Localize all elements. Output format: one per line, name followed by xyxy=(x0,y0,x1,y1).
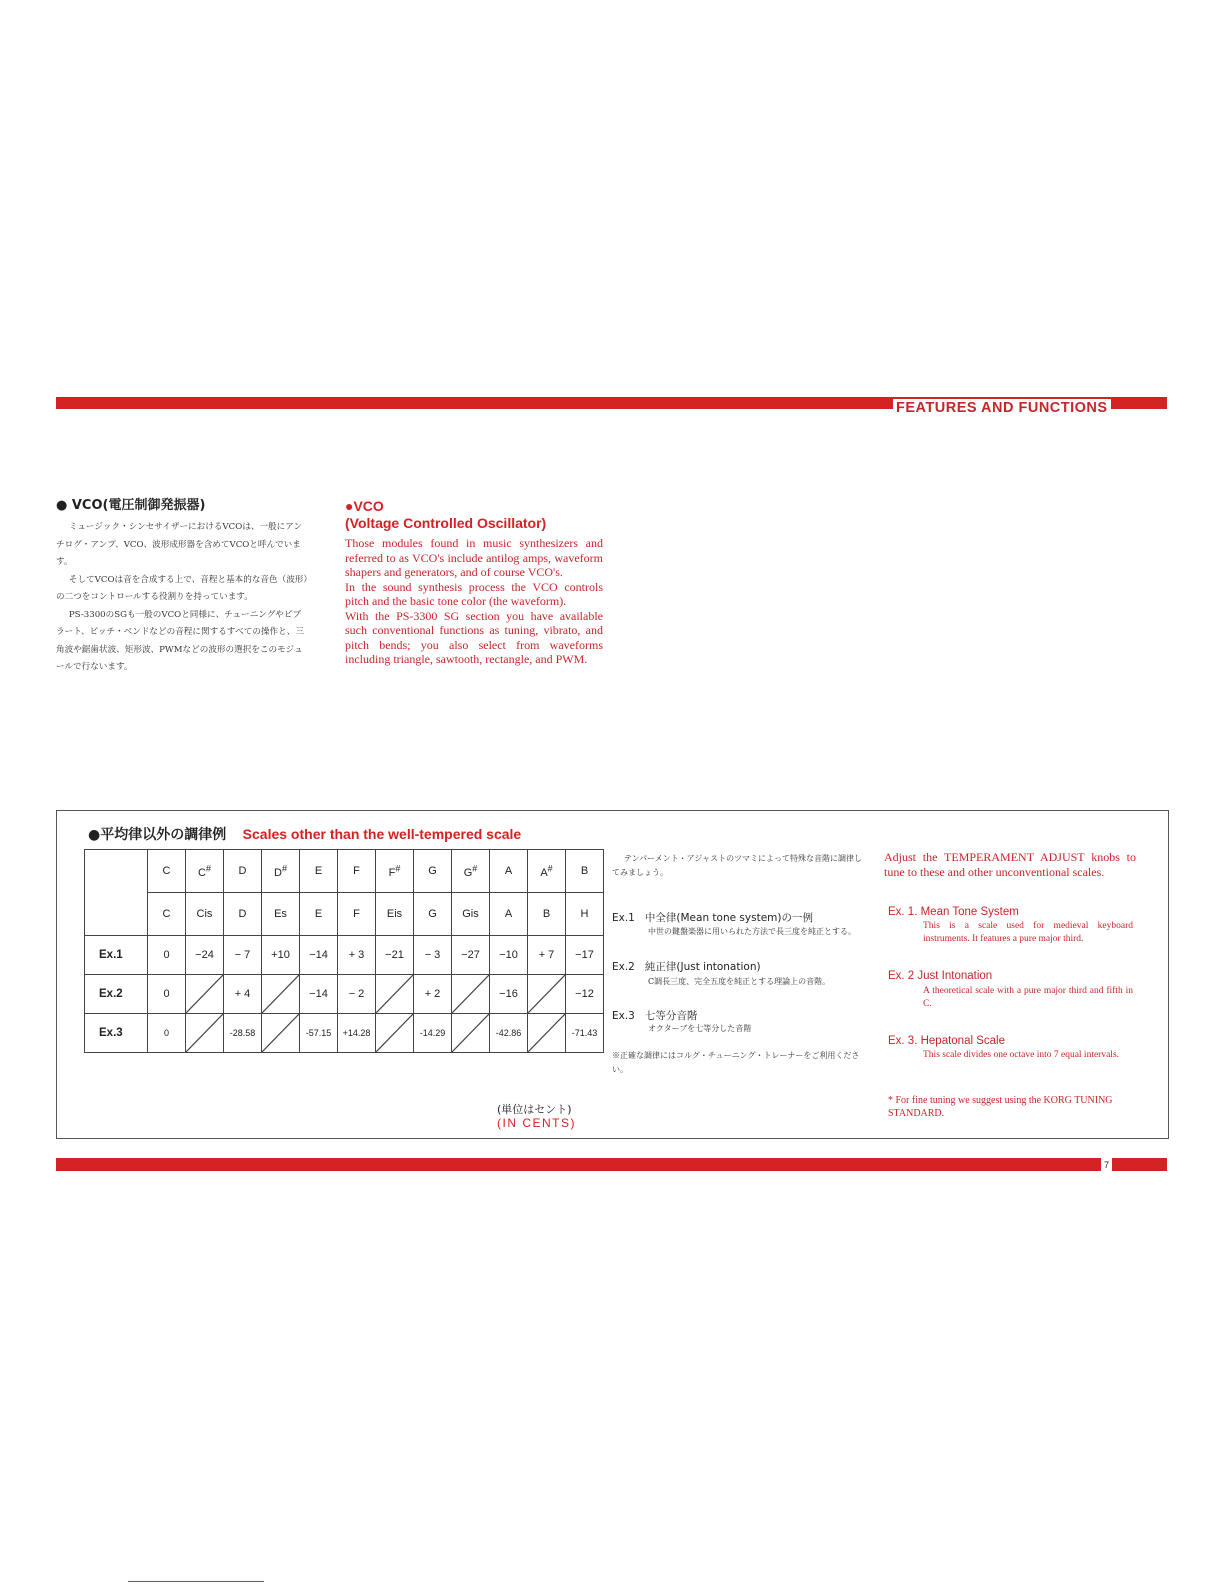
en-vco-subtitle: (Voltage Controlled Oscillator) xyxy=(345,515,547,531)
jp-example-desc: オクターブを七等分した音階 xyxy=(648,1024,752,1033)
bullet-icon: ● xyxy=(88,827,101,843)
table-header-row xyxy=(85,850,604,893)
jp-example-title: 中全律(Mean tone system)の一例 xyxy=(644,912,813,924)
scales-heading xyxy=(88,824,521,844)
table-cell xyxy=(452,975,490,1014)
german-note-cell: Eis xyxy=(376,893,414,936)
jp-vco-heading xyxy=(56,494,205,513)
table-cell xyxy=(376,1014,414,1053)
row-label: Ex.1 xyxy=(85,936,148,975)
german-note-cell: E xyxy=(300,893,338,936)
en-vco-title: VCO xyxy=(353,498,384,514)
table-row xyxy=(85,1014,604,1053)
jp-examples-intro xyxy=(612,852,867,880)
scales-title-jp: 平均律以外の調律例 xyxy=(100,827,227,843)
jp-example-desc: 中世の鍵盤楽器に用いられた方法で長三度を純正とする。 xyxy=(648,927,856,936)
table-header-row xyxy=(85,893,604,936)
en-paragraph: In the sound synthesis process the VCO controls pitch and the basic tone color (the waveform). xyxy=(345,579,603,608)
jp-example-1 xyxy=(612,910,813,925)
table-cell xyxy=(262,975,300,1014)
section-title: FEATURES AND FUNCTIONS xyxy=(893,399,1111,417)
note-cell: E xyxy=(300,850,338,893)
table-cell: −24 xyxy=(186,936,224,975)
table-cell xyxy=(186,975,224,1014)
diagonal-slash-icon xyxy=(376,975,413,1013)
jp-example-title: 純正律(Just intonation) xyxy=(644,961,761,973)
row-label: Ex.3 xyxy=(85,1014,148,1053)
en-paragraph: Those modules found in music synthesizers and referred to as VCO's include antilog amps, waveform shapers and generators, and of course VCO's. xyxy=(345,536,603,579)
jp-example-3 xyxy=(612,1008,697,1023)
table-cell: -71.43 xyxy=(566,1014,604,1053)
german-note-cell: Es xyxy=(262,893,300,936)
jp-example-desc: C調長三度、完全五度を純正とする理論上の音階。 xyxy=(648,977,831,986)
unit-label-jp: (単位はセント) xyxy=(497,1103,572,1116)
jp-example-label: Ex.2 xyxy=(612,961,635,973)
table-cell: −14 xyxy=(300,936,338,975)
table-cell xyxy=(528,1014,566,1053)
table-cell: 0 xyxy=(148,936,186,975)
table-cell: -42.86 xyxy=(490,1014,528,1053)
en-example-title: Ex. 2 Just Intonation xyxy=(888,970,993,982)
table-cell: + 3 xyxy=(338,936,376,975)
en-example-desc: A theoretical scale with a pure major third and fifth in C. xyxy=(923,986,1133,1009)
table-cell: + 7 xyxy=(528,936,566,975)
diagonal-slash-icon xyxy=(528,1014,565,1052)
en-example-title: Ex. 3. Hepatonal Scale xyxy=(888,1035,1005,1047)
en-examples-intro: Adjust the TEMPERAMENT ADJUST knobs to tune to these and other unconventional scales. xyxy=(884,850,1136,879)
note-cell: A# xyxy=(528,850,566,893)
jp-vco-title: VCO(電圧制御発振器) xyxy=(71,498,206,513)
table-cell: − 7 xyxy=(224,936,262,975)
jp-intro-text: テンパーメント・アジャストのツマミによって特殊な音階に調律してみましょう。 xyxy=(612,854,862,877)
table-cell: − 2 xyxy=(338,975,376,1014)
row-label: Ex.2 xyxy=(85,975,148,1014)
scales-title-en: Scales other than the well-tempered scale xyxy=(242,826,522,842)
unit-label-en: (IN CENTS) xyxy=(497,1116,576,1130)
table-cell: +14.28 xyxy=(338,1014,376,1053)
jp-paragraph: PS-3300のSGも一般のVCOと同様に、チューニングやビブラート、ピッチ・ベンドなどの音程に関するすべての操作と、三角波や鋸歯状波、矩形波、PWMなどの波形の選択をこのモジュールで行ないます。 xyxy=(56,609,304,672)
table-cell xyxy=(452,1014,490,1053)
note-cell: D xyxy=(224,850,262,893)
table-cell: −10 xyxy=(490,936,528,975)
table-cell: −14 xyxy=(300,975,338,1014)
table-cell xyxy=(528,975,566,1014)
table-cell: -28.58 xyxy=(224,1014,262,1053)
note-cell: A xyxy=(490,850,528,893)
en-example-desc: This scale divides one octave into 7 equal intervals. xyxy=(923,1050,1120,1060)
diagonal-slash-icon xyxy=(186,1014,223,1052)
en-vco-heading xyxy=(345,498,546,532)
en-vco-body xyxy=(345,536,603,667)
jp-example-title: 七等分音階 xyxy=(644,1010,698,1022)
en-note: * For fine tuning we suggest using the KORG TUNING STANDARD. xyxy=(888,1095,1113,1119)
table-cell: -14.29 xyxy=(414,1014,452,1053)
table-cell: +10 xyxy=(262,936,300,975)
jp-example-label: Ex.3 xyxy=(612,1010,635,1022)
jp-paragraph: そしてVCOは音を合成する上で、音程と基本的な音色（波形）の二つをコントロールする役割りを持っています。 xyxy=(56,574,308,602)
german-note-cell: A xyxy=(490,893,528,936)
table-cell: −17 xyxy=(566,936,604,975)
table-cell: −16 xyxy=(490,975,528,1014)
en-example-desc: This is a scale used for medieval keyboard instruments. It features a pure major third. xyxy=(923,921,1133,944)
en-example-title: Ex. 1. Mean Tone System xyxy=(888,906,1019,918)
diagonal-slash-icon xyxy=(186,975,223,1013)
german-note-cell: G xyxy=(414,893,452,936)
en-paragraph: With the PS-3300 SG section you have available such conventional functions as tuning, vibrato, and pitch bends; you also select from waveforms including triangle, sawtooth, rectangle, and PWM. xyxy=(345,608,603,666)
page-number: 7 xyxy=(1101,1158,1112,1172)
note-cell: F# xyxy=(376,850,414,893)
table-cell: + 2 xyxy=(414,975,452,1014)
jp-note: ※正確な調律にはコルグ・チューニング・トレーナーをご利用ください。 xyxy=(612,1051,860,1074)
footer-rule xyxy=(56,1158,1167,1171)
note-cell: G# xyxy=(452,850,490,893)
diagonal-slash-icon xyxy=(452,975,489,1013)
jp-vco-body xyxy=(56,519,308,677)
note-cell: C# xyxy=(186,850,224,893)
table-cell: −27 xyxy=(452,936,490,975)
german-note-cell: Gis xyxy=(452,893,490,936)
note-cell: D# xyxy=(262,850,300,893)
table-cell: + 4 xyxy=(224,975,262,1014)
table-cell: − 3 xyxy=(414,936,452,975)
table-cell: -57.15 xyxy=(300,1014,338,1053)
table-cell: 0 xyxy=(148,975,186,1014)
diagonal-slash-icon xyxy=(452,1014,489,1052)
note-cell: B xyxy=(566,850,604,893)
table-row xyxy=(85,936,604,975)
jp-paragraph: ミュージック・シンセサイザーにおけるVCOは、一般にアンチログ・アンプ、VCO、波形成形器を含めてVCOと呼んでいます。 xyxy=(56,522,303,567)
table-cell: −21 xyxy=(376,936,414,975)
german-note-cell: Cis xyxy=(186,893,224,936)
german-note-cell: D xyxy=(224,893,262,936)
table-cell xyxy=(262,1014,300,1053)
diagonal-slash-icon xyxy=(528,975,565,1013)
bullet-icon: ● xyxy=(56,498,68,513)
table-cell: 0 xyxy=(148,1014,186,1053)
table-cell xyxy=(186,1014,224,1053)
note-cell: F xyxy=(338,850,376,893)
scale-table xyxy=(84,849,604,1053)
bullet-icon: ● xyxy=(345,498,354,514)
jp-example-2 xyxy=(612,959,761,974)
german-note-cell: H xyxy=(566,893,604,936)
german-note-cell: B xyxy=(528,893,566,936)
diagonal-slash-icon xyxy=(262,1014,299,1052)
footer-link-underline xyxy=(128,1581,264,1582)
diagonal-slash-icon xyxy=(376,1014,413,1052)
table-row xyxy=(85,975,604,1014)
note-cell: G xyxy=(414,850,452,893)
german-note-cell: F xyxy=(338,893,376,936)
table-cell: −12 xyxy=(566,975,604,1014)
table-cell xyxy=(376,975,414,1014)
diagonal-slash-icon xyxy=(262,975,299,1013)
jp-example-label: Ex.1 xyxy=(612,912,635,924)
german-note-cell: C xyxy=(148,893,186,936)
table-corner-cell xyxy=(85,850,148,936)
note-cell: C xyxy=(148,850,186,893)
